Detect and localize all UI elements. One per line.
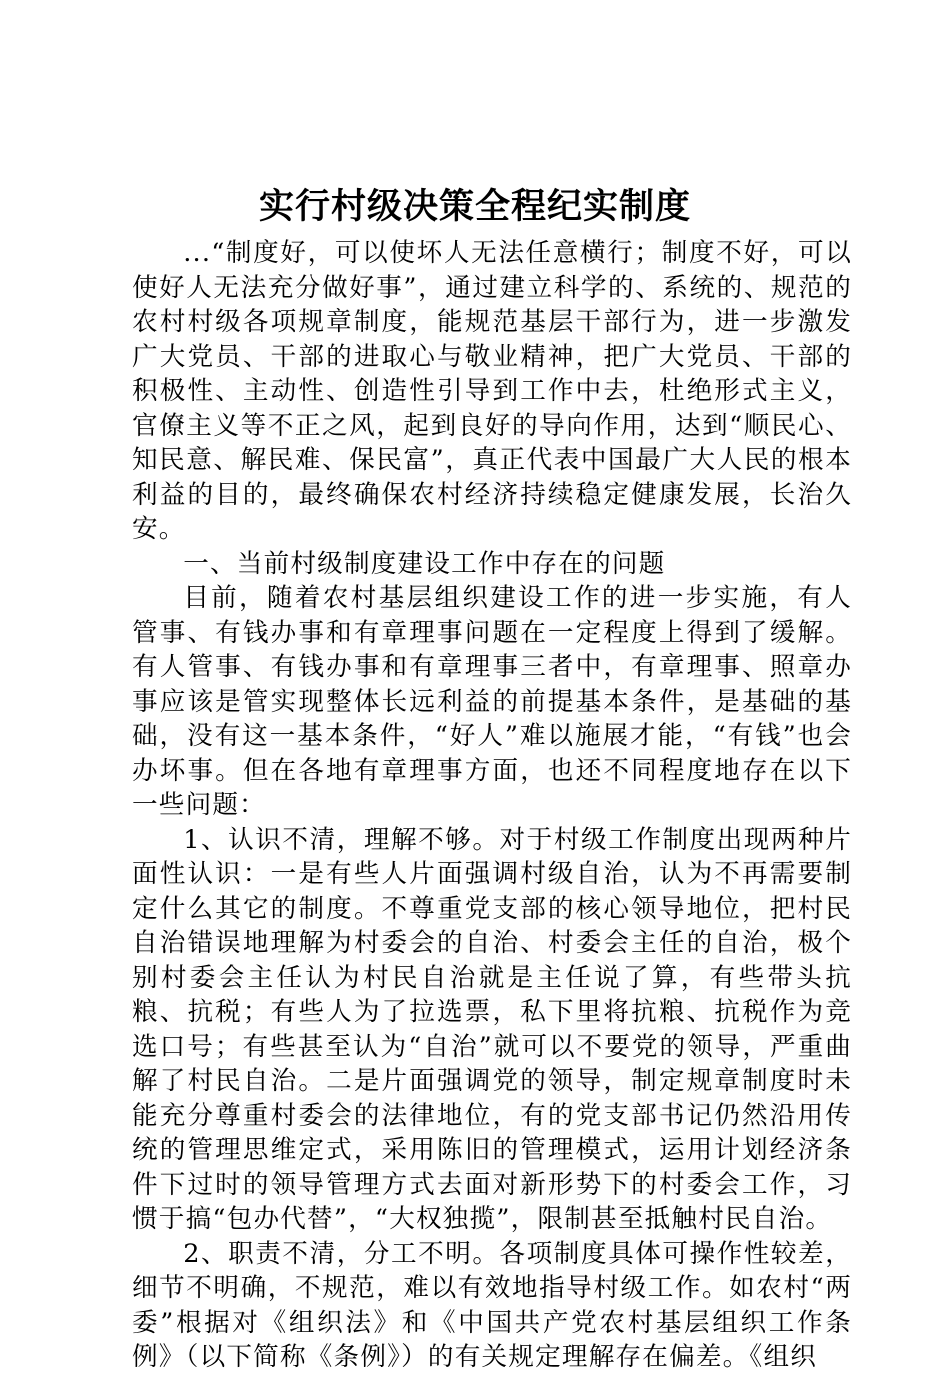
intro-paragraph: ...“制度好，可以使坏人无法任意横行；制度不好，可以使好人无法充分做好事”，通过建立科学的、系统的、规范的农村村级各项规章制度，能规范基层干部行为，进一步激发广大党员、干部的进取心与敬业精神，把广大党员、干部的积极性、主动性、创造性引导到工作中去，杜绝形式主义，官僚主义等不正之风，起到良好的导向作用，达到“顺民心、知民意、解民难、保民富”，真正代表中国最广大人民的根本利益的目的，最终确保农村经济持续稳定健康发展，长治久安。: [132, 238, 852, 544]
body-paragraph: 目前，随着农村基层组织建设工作的进一步实施，有人管事、有钱办事和有章理事问题在一定程度上得到了缓解。有人管事、有钱办事和有章理事三者中，有章理事、照章办事应该是管实现整体长远利益的前提基本条件，是基础的基础，没有这一基本条件，“好人”难以施展才能，“有钱”也会办坏事。但在各地有章理事方面，也还不同程度地存在以下一些问题：: [132, 583, 852, 820]
body-paragraph: 1、认识不清，理解不够。对于村级工作制度出现两种片面性认识：一是有些人片面强调村级自治，认为不再需要制定什么其它的制度。不尊重党支部的核心领导地位，把村民自治错误地理解为村委会的自治、村委会主任的自治，极个别村委会主任认为村民自治就是主任说了算，有些带头抗粮、抗税；有些人为了拉选票，私下里将抗粮、抗税作为竞选口号；有些甚至认为“自治”就可以不要党的领导，严重曲解了村民自治。二是片面强调党的领导，制定规章制度时未能充分尊重村委会的法律地位，有的党支部书记仍然沿用传统的管理思维定式，采用陈旧的管理模式，运用计划经济条件下过时的领导管理方式去面对新形势下的村委会工作，习惯于搞“包办代替”，“大权独揽”，限制甚至抵触村民自治。: [132, 824, 852, 1234]
section-heading: 一、当前村级制度建设工作中存在的问题: [183, 548, 666, 579]
document-body: [132, 236, 852, 1375]
document-title: 实行村级决策全程纪实制度: [258, 186, 691, 227]
body-paragraph: 2、职责不清，分工不明。各项制度具体可操作性较差，细节不明确，不规范，难以有效地指导村级工作。如农村“两委”根据对《组织法》和《中国共产党农村基层组织工作条例》（以下简称《条例》）的有关规定理解存在偏差。《组织: [132, 1238, 852, 1372]
